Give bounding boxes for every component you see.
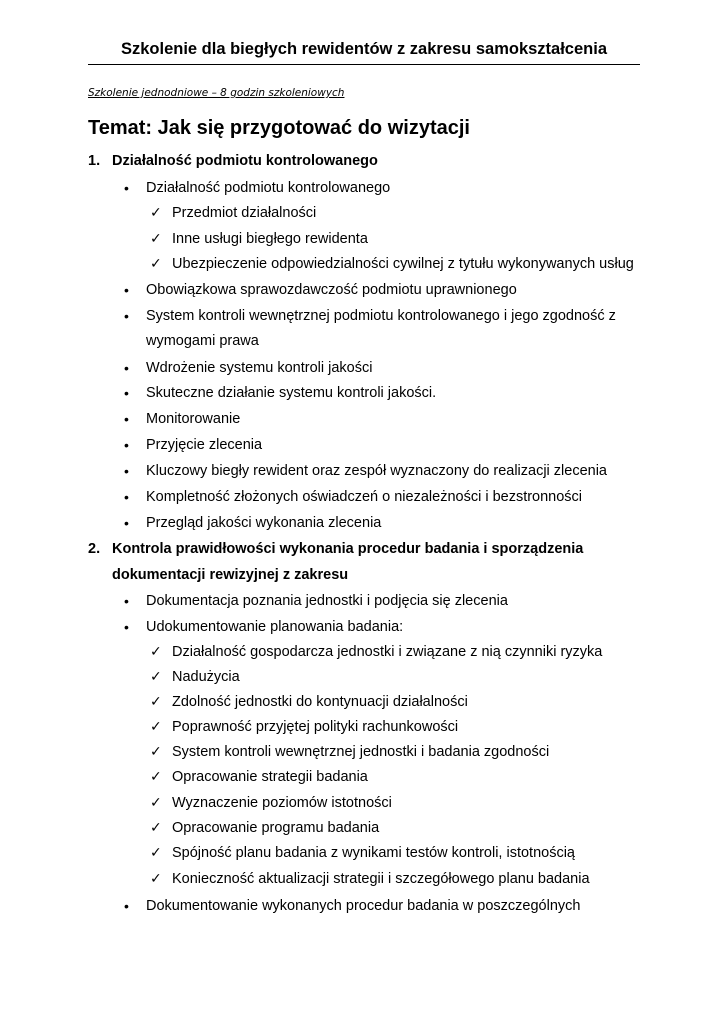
check-icon: ✓: [150, 694, 162, 710]
check-icon: ✓: [150, 205, 162, 221]
list-item-continuation: wymogami prawa: [146, 333, 259, 349]
checklist-item: Poprawność przyjętej polityki rachunkowości: [172, 719, 459, 735]
check-icon: ✓: [150, 820, 162, 836]
check-icon: ✓: [150, 845, 162, 861]
bullet-marker: •: [124, 282, 129, 298]
checklist-item: Wyznaczenie poziomów istotności: [172, 795, 392, 811]
list-item: Przyjęcie zlecenia: [146, 437, 263, 453]
checklist-item: Inne usługi biegłego rewidenta: [172, 231, 368, 247]
topic-heading: Temat: Jak się przygotować do wizytacji: [88, 117, 470, 139]
bullet-marker: •: [124, 463, 129, 479]
list-item: Monitorowanie: [146, 411, 241, 427]
check-icon: ✓: [150, 795, 162, 811]
bullet-marker: •: [124, 308, 129, 324]
bullet-marker: •: [124, 180, 129, 196]
bullet-marker: •: [124, 515, 129, 531]
list-item: System kontroli wewnętrznej podmiotu kontrolowanego i jego zgodność z: [146, 308, 616, 324]
page-header-title: Szkolenie dla biegłych rewidentów z zakresu samokształcenia: [120, 40, 607, 58]
list-item: Dokumentowanie wykonanych procedur badania w poszczególnych: [146, 898, 581, 914]
checklist-item: Spójność planu badania z wynikami testów kontroli, istotnością: [172, 845, 575, 861]
bullet-marker: •: [124, 898, 129, 914]
section-number: 2.: [88, 541, 101, 557]
training-subtitle: Szkolenie jednodniowe – 8 godzin szkoleniowych: [88, 87, 345, 99]
list-item: Przegląd jakości wykonania zlecenia: [146, 515, 382, 531]
checklist-item: Opracowanie strategii badania: [172, 769, 368, 785]
check-icon: ✓: [150, 871, 162, 887]
checklist-item: Konieczność aktualizacji strategii i szczegółowego planu badania: [172, 871, 590, 887]
checklist-item: Ubezpieczenie odpowiedzialności cywilnej z tytułu wykonywanych usług: [172, 256, 634, 272]
check-icon: ✓: [150, 769, 162, 785]
checklist-item: Działalność gospodarcza jednostki i związane z nią czynniki ryzyka: [172, 644, 603, 660]
list-item: Kluczowy biegły rewident oraz zespół wyznaczony do realizacji zlecenia: [146, 463, 607, 479]
bullet-marker: •: [124, 411, 129, 427]
section-title-continuation: dokumentacji rewizyjnej z zakresu: [112, 567, 349, 583]
list-item: Udokumentowanie planowania badania:: [146, 619, 404, 635]
checklist-item: Przedmiot działalności: [172, 205, 317, 221]
header-rule: [88, 64, 640, 65]
bullet-marker: •: [124, 489, 129, 505]
checklist-item: System kontroli wewnętrznej jednostki i badania zgodności: [172, 744, 550, 760]
list-item: Wdrożenie systemu kontroli jakości: [146, 360, 373, 376]
bullet-marker: •: [124, 360, 129, 376]
list-item: Obowiązkowa sprawozdawczość podmiotu uprawnionego: [146, 282, 517, 298]
bullet-marker: •: [124, 385, 129, 401]
check-icon: ✓: [150, 669, 162, 685]
checklist-item: Nadużycia: [172, 669, 240, 685]
section-title: Kontrola prawidłowości wykonania procedur badania i sporządzenia: [112, 541, 584, 557]
check-icon: ✓: [150, 231, 162, 247]
checklist-item: Zdolność jednostki do kontynuacji działalności: [172, 694, 468, 710]
section-number: 1.: [88, 153, 101, 169]
check-icon: ✓: [150, 644, 162, 660]
bullet-marker: •: [124, 437, 129, 453]
check-icon: ✓: [150, 719, 162, 735]
list-item: Kompletność złożonych oświadczeń o niezależności i bezstronności: [146, 489, 583, 505]
list-item: Skuteczne działanie systemu kontroli jakości.: [146, 385, 437, 401]
bullet-marker: •: [124, 593, 129, 609]
bullet-marker: •: [124, 619, 129, 635]
section-title: Działalność podmiotu kontrolowanego: [112, 153, 378, 169]
check-icon: ✓: [150, 256, 162, 272]
checklist-item: Opracowanie programu badania: [172, 820, 380, 836]
list-item: Działalność podmiotu kontrolowanego: [146, 180, 391, 196]
check-icon: ✓: [150, 744, 162, 760]
list-item: Dokumentacja poznania jednostki i podjęcia się zlecenia: [146, 593, 508, 609]
